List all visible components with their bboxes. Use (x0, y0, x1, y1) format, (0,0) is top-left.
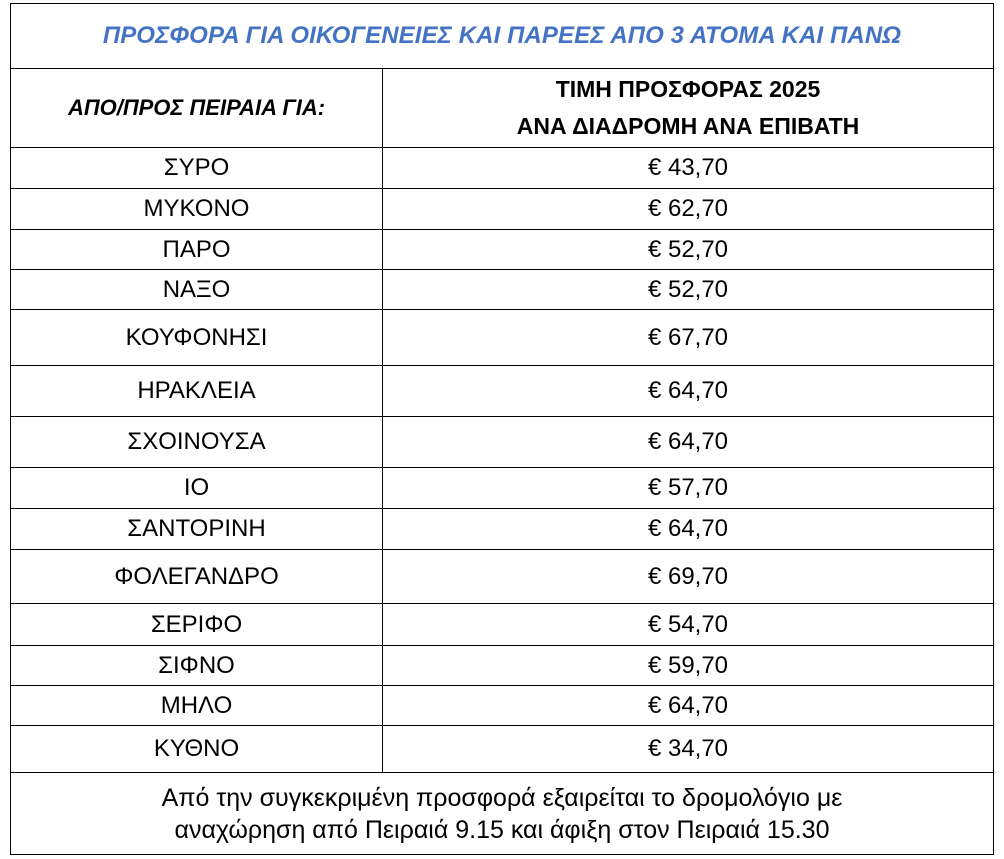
destination-cell: ΚΟΥΦΟΝΗΣΙ (11, 310, 383, 365)
table-row (11, 468, 993, 509)
price-cell: € 69,70 (647, 562, 729, 590)
footer-note-line-1: Από την συγκεκριμένη προσφορά εξαιρείται το δρομολόγιο με (161, 783, 843, 812)
destination-cell: ΠΑΡΟ (11, 230, 383, 269)
price-header-line-2: ΑΝΑ ΔΙΑΔΡΟΜΗ ΑΝΑ ΕΠΙΒΑΤΗ (516, 113, 860, 139)
table-title: ΠΡΟΣΦΟΡΑ ΓΙΑ ΟΙΚΟΓΕΝΕΙΕΣ ΚΑΙ ΠΑΡΕΕΣ ΑΠΟ 3 ΑΤΟΜΑ ΚΑΙ ΠΑΝΩ (102, 22, 902, 49)
destination-column-header: ΑΠΟ/ΠΡΟΣ ΠΕΙΡΑΙΑ ΓΙΑ: (11, 69, 383, 147)
table-row (11, 417, 993, 468)
price-cell: € 52,70 (647, 275, 729, 303)
title-row (11, 4, 993, 69)
price-cell: € 34,70 (647, 735, 729, 762)
footer-row (11, 773, 993, 854)
price-cell: € 59,70 (647, 651, 729, 679)
price-cell: € 43,70 (647, 154, 729, 181)
destination-cell: ΣΑΝΤΟΡΙΝΗ (11, 509, 383, 549)
price-table (10, 3, 994, 855)
table-row (11, 189, 993, 230)
destination-cell: ΣΕΡΙΦΟ (11, 604, 383, 645)
destination-cell: ΗΡΑΚΛΕΙΑ (11, 366, 383, 416)
destination-cell: ΝΑΞΟ (11, 270, 383, 309)
table-row (11, 366, 993, 417)
header-row (11, 69, 993, 148)
destination-cell: ΜΗΛΟ (11, 686, 383, 725)
price-cell: € 67,70 (647, 323, 729, 351)
destination-cell: ΦΟΛΕΓΑΝΔΡΟ (11, 550, 383, 603)
price-cell: € 54,70 (647, 610, 729, 638)
table-row (11, 230, 993, 270)
price-cell: € 64,70 (647, 515, 729, 542)
table-row (11, 509, 993, 550)
table-row (11, 604, 993, 646)
table-row (11, 686, 993, 726)
destination-cell: ΙΟ (11, 468, 383, 508)
price-cell: € 52,70 (647, 235, 729, 263)
price-cell: € 64,70 (647, 428, 729, 455)
footer-note (11, 773, 993, 854)
table-row (11, 550, 993, 604)
table-row (11, 310, 993, 366)
table-row (11, 726, 993, 773)
destination-cell: ΚΥΘΝΟ (11, 726, 383, 772)
destination-cell: ΣΥΡΟ (11, 148, 383, 188)
footer-note-line-2: αναχώρηση από Πειραιά 9.15 και άφιξη στον Πειραιά 15.30 (174, 815, 830, 844)
price-cell: € 62,70 (647, 195, 729, 222)
price-cell: € 64,70 (647, 691, 729, 719)
table-row (11, 148, 993, 189)
table-row (11, 270, 993, 310)
price-column-header (383, 69, 993, 147)
price-cell: € 57,70 (647, 474, 729, 501)
destination-cell: ΣΙΦΝΟ (11, 646, 383, 685)
table-row (11, 646, 993, 686)
destination-cell: ΣΧΟΙΝΟΥΣΑ (11, 417, 383, 467)
destination-cell: ΜΥΚΟΝΟ (11, 189, 383, 229)
price-cell: € 64,70 (647, 377, 729, 404)
price-header-line-1: ΤΙΜΗ ΠΡΟΣΦΟΡΑΣ 2025 (555, 76, 821, 102)
